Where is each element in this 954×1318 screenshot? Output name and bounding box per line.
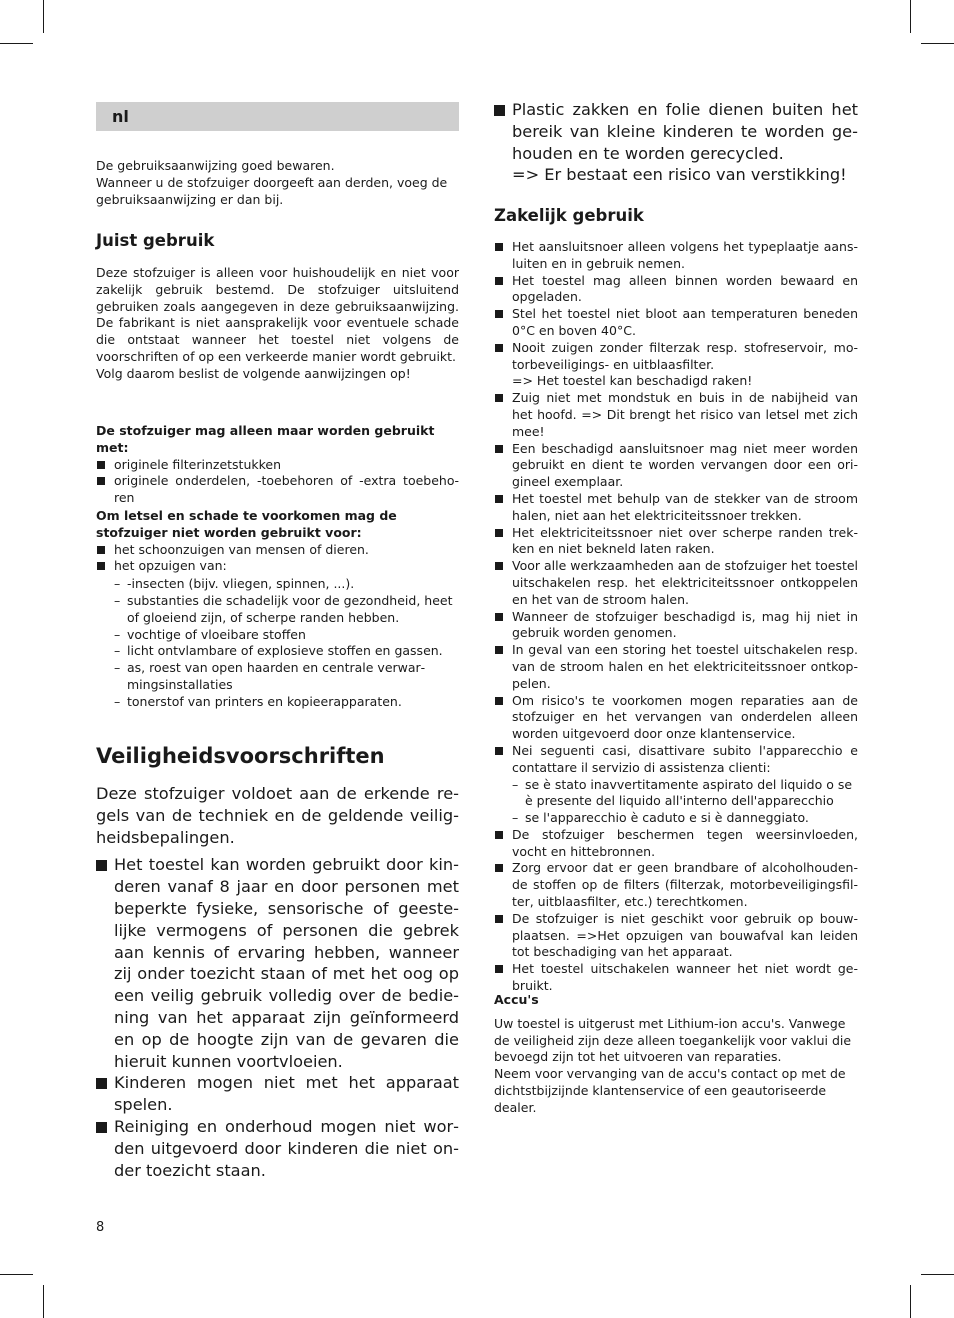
list-item: – -insecten (bijv. vliegen, spinnen, ...). [114,576,459,593]
list-item-text: Nei seguenti casi, disattivare subito l'apparecchio e contattare il servizio di assistenza clienti: [512,742,858,775]
crop-mark [0,43,33,44]
paragraph: Volg daarom beslist de volgende aanwijzingen op! [96,365,411,381]
list-item: Om risico's te voorkomen mogen reparaties aan de stofzuiger en het vervangen van onderdelen alleen worden uitgevoerd door onze klantenservice. [494,693,858,743]
crop-mark [910,1285,911,1318]
list-item: het schoonzuigen van mensen of dieren. [96,542,459,559]
paragraph: Deze stofzuiger is alleen voor huishoudelijk en niet voor zakelijk gebruik bestemd. De stofzuiger uitsluitend gebruiken zoals aangegeven in deze gebruiksaanwijzing. De fabrikant is niet aansprakelijk voor eventuele schade die ontstaat wanneer het toestel niet volgens de voorschriften of op een verkeerde manier wordt gebruikt. [96,265,459,364]
warning-note: => Het toestel kan beschadigd raken! [512,373,753,389]
safety-section [96,783,459,1181]
list-item: Zuig niet met mondstuk en buis in de nabijheid van het hoofd. => Dit brengt het risico van letsel met zich mee! [494,390,858,440]
intro-text [96,158,459,208]
list-item: – substanties die schadelijk voor de gezondheid, heet of gloeiend zijn, of scherpe randen hebben. [114,593,459,627]
dash-list [114,576,459,710]
prohibited-use-section [96,508,459,711]
list-item: originele filterinzetstukken [96,457,459,474]
page-number: 8 [96,1220,105,1235]
subheading: Accu's [494,992,539,1007]
allowed-use-section [96,423,459,507]
list-item: Het elektriciteitssnoer niet over scherpe randen trekken en niet bekneld laten raken. [494,525,858,559]
language-tab: nl [96,102,459,131]
paragraph: Neem voor vervanging van de accu's contact op met de dichtstbijzijnde klantenservice of een geautoriseerde dealer. [494,1066,846,1115]
list-item: Het toestel mag alleen binnen worden bewaard en opgeladen. [494,273,858,307]
list-item: Voor alle werkzaamheden aan de stofzuiger het toestel uitschakelen resp. het elektriciteitssnoer ontkoppelen en het van de stroom halen. [494,558,858,608]
list-item [494,99,858,186]
list-item-text: Plastic zakken en folie dienen buiten het bereik van kleine kinderen te worden gehouden en te worden gerecycled. [512,100,858,163]
list-item-text: het opzuigen van: [114,558,227,574]
section-heading-zakelijk-gebruik: Zakelijk gebruik [494,206,644,225]
warning-note: => Er bestaat een risico van verstikking! [512,165,847,185]
paragraph: Uw toestel is uitgerust met Lithium-ion accu's. Vanwege de veiligheid zijn deze alleen toegankelijk voor vaklui die bevoegd zijn tot het uitvoeren van reparaties. [494,1015,852,1065]
crop-mark [43,1285,44,1318]
list-item: Stel het toestel niet bloot aan temperaturen beneden 0°C en boven 40°C. [494,306,858,340]
business-use-section [494,239,858,995]
list-item [494,743,858,827]
crop-mark [910,0,911,33]
paragraph: Deze stofzuiger voldoet aan de erkende regels van de techniek en de geldende veiligheidsbepalingen. [96,784,459,847]
intro-line: Wanneer u de stofzuiger doorgeeft aan derden, voeg de gebruiksaanwijzing er dan bij. [96,174,448,207]
bullet-list [96,542,459,711]
plastic-warning [494,99,858,186]
list-item: – se l'apparecchio è caduto e si è danneggiato. [512,810,858,827]
crop-mark [0,1274,33,1275]
juist-gebruik-text [96,265,459,383]
section-heading-juist-gebruik: Juist gebruik [96,231,215,250]
intro-line: De gebruiksaanwijzing goed bewaren. [96,158,335,173]
list-item: – as, roest van open haarden en centrale verwarmingsinstallaties [114,660,459,694]
list-item: Reiniging en onderhoud mogen niet worden uitgevoerd door kinderen die niet onder toezicht staan. [96,1116,459,1181]
list-item: – licht ontvlambare of explosieve stoffen en gassen. [114,643,459,660]
list-item [494,340,858,390]
list-item: Het toestel uitschakelen wanneer het niet wordt gebruikt. [494,961,858,995]
dash-list [512,777,858,827]
list-item: – se è stato inavvertitamente aspirato del liquido o se è presente del liquido all'interno dell'apparecchio [512,777,858,811]
list-item: Een beschadigd aansluitsnoer mag niet meer worden gebruikt en dient te worden vervangen door een origineel exemplaar. [494,441,858,491]
bullet-list [96,854,459,1181]
battery-section [494,992,858,1117]
list-item: In geval van een storing het toestel uitschakelen resp. van de stroom halen en het elektriciteitssnoer ontkoppelen. [494,642,858,692]
list-item: – tonerstof van printers en kopieerapparaten. [114,694,459,711]
list-item: De stofzuiger is niet geschikt voor gebruik op bouwplaatsen. =>Het opzuigen van bouwafval kan leiden tot beschadiging van het apparaat. [494,911,858,961]
bullet-list [494,99,858,186]
crop-mark [921,43,954,44]
list-item [96,558,459,710]
crop-mark [921,1274,954,1275]
list-item-text: Nooit zuigen zonder filterzak resp. stofreservoir, motorbeveiligings- en uitblaasfilter. [512,339,858,372]
list-item: Het toestel kan worden gebruikt door kinderen vanaf 8 jaar en door personen met beperkte fysieke, sensorische of geestelijke vermogens of personen die gebrek aan kennis of ervaring hebben, wanneer zij onder toezicht staan of met het oog op een veilig gebruik volledig over de bediening van het apparaat zijn geïnformeerd en op de hoogte zijn van de gevaren die hieruit kunnen voortvloeien. [96,854,459,1072]
list-item: – vochtige of vloeibare stoffen [114,627,459,644]
subheading: De stofzuiger mag alleen maar worden gebruikt met: [96,423,435,455]
list-item: Wanneer de stofzuiger beschadigd is, mag hij niet in gebruik worden genomen. [494,609,858,643]
list-item: Het aansluitsnoer alleen volgens het typeplaatje aansluiten en in gebruik nemen. [494,239,858,273]
subheading: Om letsel en schade te voorkomen mag de stofzuiger niet worden gebruikt voor: [96,508,397,540]
list-item: De stofzuiger beschermen tegen weersinvloeden, vocht en hittebronnen. [494,827,858,861]
list-item: Het toestel met behulp van de stekker van de stroom halen, niet aan het elektriciteitssnoer trekken. [494,491,858,525]
bullet-list [96,457,459,507]
list-item: originele onderdelen, -toebehoren of -extra toebehoren [96,473,459,507]
section-heading-veiligheidsvoorschriften: Veiligheidsvoorschriften [96,744,385,768]
crop-mark [43,0,44,33]
list-item: Zorg ervoor dat er geen brandbare of alcoholhoudende stoffen op de filters (filterzak, motorbeveiligingsfilter, uitblaasfilter, etc.) terechtkomen. [494,860,858,910]
bullet-list [494,239,858,995]
list-item: Kinderen mogen niet met het apparaat spelen. [96,1072,459,1116]
